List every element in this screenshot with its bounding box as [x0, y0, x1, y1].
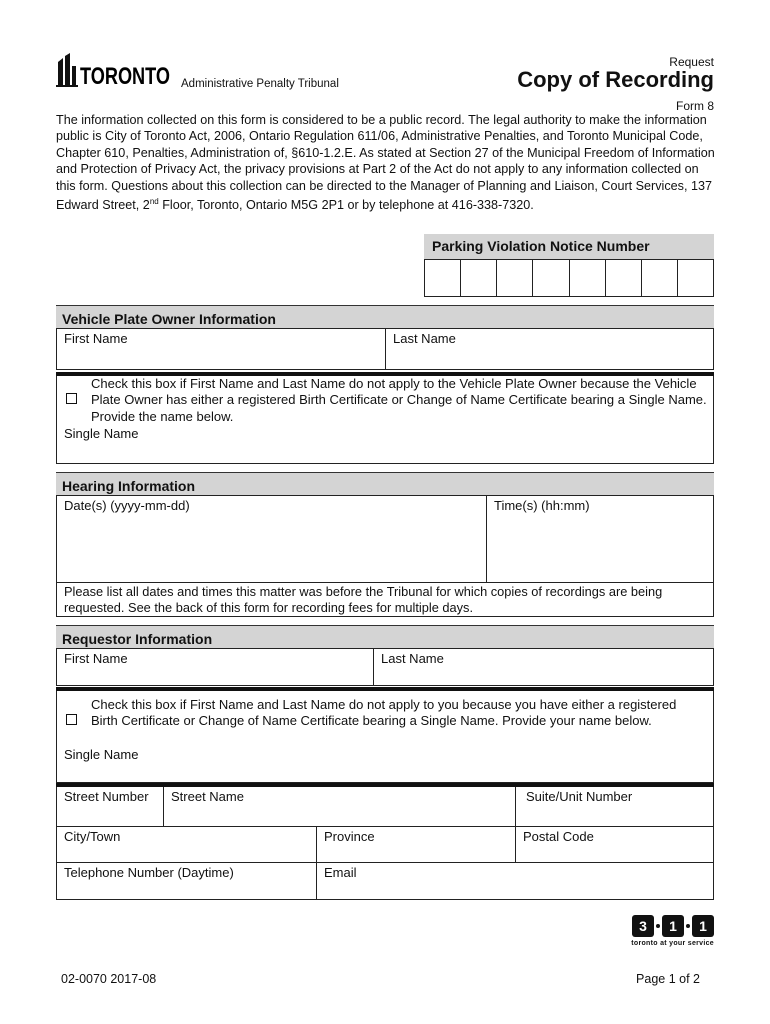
- form-number: Form 8: [675, 99, 714, 113]
- owner-single-name-label: Single Name: [64, 426, 139, 441]
- city-hall-icon: [56, 52, 172, 88]
- street-number-field[interactable]: [56, 787, 164, 827]
- requestor-first-name-label: First Name: [64, 651, 128, 666]
- divider: [56, 376, 57, 424]
- pvn-digit-box[interactable]: [570, 260, 606, 296]
- city-label: City/Town: [64, 829, 121, 844]
- postal-code-label: Postal Code: [523, 829, 594, 844]
- form-code: 02-0070 2017-08: [61, 972, 157, 986]
- 311-tagline: toronto at your service: [631, 940, 714, 947]
- pvn-digit-box[interactable]: [606, 260, 642, 296]
- owner-last-name-label: Last Name: [393, 331, 456, 346]
- divider: [713, 376, 714, 424]
- street-number-label: Street Number: [64, 789, 149, 804]
- privacy-notice: The information collected on this form is considered to be a public record. The legal authority to make the information public is City of Toronto Act, 2006, Ontario Regulation 611/06, Administrative Penalties, and Toronto Municipal Code, Chapter 610, Penalties, Administration of, §610-1.2.E. As stated at Section 27 of the Municipal Freedom of Information and Protection of Privacy Act, the privacy provisions at Part 2 of the Act do not apply to any information collected on this form. Questions about this collection can be directed to the Manager of Planning and Liaison, Court Services, 137 Edward Street, 2nd Floor, Toronto, Ontario M5G 2P1 or by telephone at 416-338-7320.: [56, 113, 715, 213]
- requestor-single-name-field[interactable]: [56, 745, 714, 783]
- suite-field[interactable]: [515, 787, 714, 827]
- 311-digit: 3: [632, 915, 654, 937]
- requestor-heading: Requestor Information: [56, 625, 714, 649]
- province-label: Province: [324, 829, 375, 844]
- hearing-times-field[interactable]: [486, 495, 714, 583]
- street-name-label: Street Name: [171, 789, 244, 804]
- dot-icon: [686, 924, 690, 928]
- email-field[interactable]: [316, 862, 714, 900]
- hearing-heading: Hearing Information: [56, 472, 714, 496]
- owner-first-name-field[interactable]: [56, 328, 386, 370]
- dot-icon: [656, 924, 660, 928]
- owner-single-name-field[interactable]: [56, 424, 714, 464]
- owner-first-name-label: First Name: [64, 331, 128, 346]
- email-label: Email: [324, 865, 357, 880]
- postal-code-field[interactable]: [515, 826, 714, 863]
- requestor-last-name-label: Last Name: [381, 651, 444, 666]
- owner-single-name-checkbox[interactable]: [66, 393, 77, 404]
- pvn-digit-box[interactable]: [642, 260, 678, 296]
- suite-label: Suite/Unit Number: [526, 789, 633, 804]
- 311-logo: [630, 915, 714, 947]
- street-name-field[interactable]: [163, 787, 516, 827]
- tribunal-name: Administrative Penalty Tribunal: [181, 78, 339, 90]
- city-field[interactable]: [56, 826, 317, 863]
- request-label: Request: [669, 55, 714, 69]
- 311-digit: 1: [692, 915, 714, 937]
- divider: [713, 691, 714, 745]
- page-number: Page 1 of 2: [636, 972, 700, 986]
- requestor-single-name-checkbox[interactable]: [66, 714, 77, 725]
- hearing-times-label: Time(s) (hh:mm): [494, 498, 590, 513]
- owner-single-name-instructions: Check this box if First Name and Last Name do not apply to the Vehicle Plate Owner because the Vehicle Plate Owner has either a registered Birth Certificate or Change of Name Certificate bearing a Single Name. Provide the name below.: [91, 376, 707, 424]
- divider: [56, 691, 57, 745]
- hearing-dates-field[interactable]: [56, 495, 487, 583]
- pvn-digit-box[interactable]: [497, 260, 533, 296]
- vehicle-owner-heading: Vehicle Plate Owner Information: [56, 305, 714, 329]
- telephone-field[interactable]: [56, 862, 317, 900]
- requestor-single-name-instructions: Check this box if First Name and Last Name do not apply to you because you have either a registered Birth Certificate or Change of Name Certificate bearing a Single Name. Provide your name below.: [91, 697, 677, 729]
- pvn-digit-box[interactable]: [533, 260, 569, 296]
- province-field[interactable]: [316, 826, 516, 863]
- divider: [56, 687, 714, 691]
- pvn-digit-box[interactable]: [461, 260, 497, 296]
- toronto-logo: [56, 52, 172, 88]
- telephone-label: Telephone Number (Daytime): [64, 865, 234, 880]
- requestor-first-name-field[interactable]: [56, 648, 374, 686]
- hearing-dates-label: Date(s) (yyyy-mm-dd): [64, 498, 190, 513]
- pvn-input-group[interactable]: [424, 259, 714, 297]
- requestor-last-name-field[interactable]: [373, 648, 714, 686]
- logo-wordmark: TORONTO: [80, 63, 170, 90]
- pvn-digit-box[interactable]: [425, 260, 461, 296]
- requestor-single-name-label: Single Name: [64, 747, 139, 762]
- form-title: Copy of Recording: [517, 67, 714, 92]
- 311-digit: 1: [662, 915, 684, 937]
- hearing-note: Please list all dates and times this matter was before the Tribunal for which copies of recordings are being requested. See the back of this form for recording fees for multiple days.: [56, 582, 714, 617]
- pvn-digit-box[interactable]: [678, 260, 713, 296]
- pvn-heading: Parking Violation Notice Number: [424, 234, 714, 259]
- owner-last-name-field[interactable]: [385, 328, 714, 370]
